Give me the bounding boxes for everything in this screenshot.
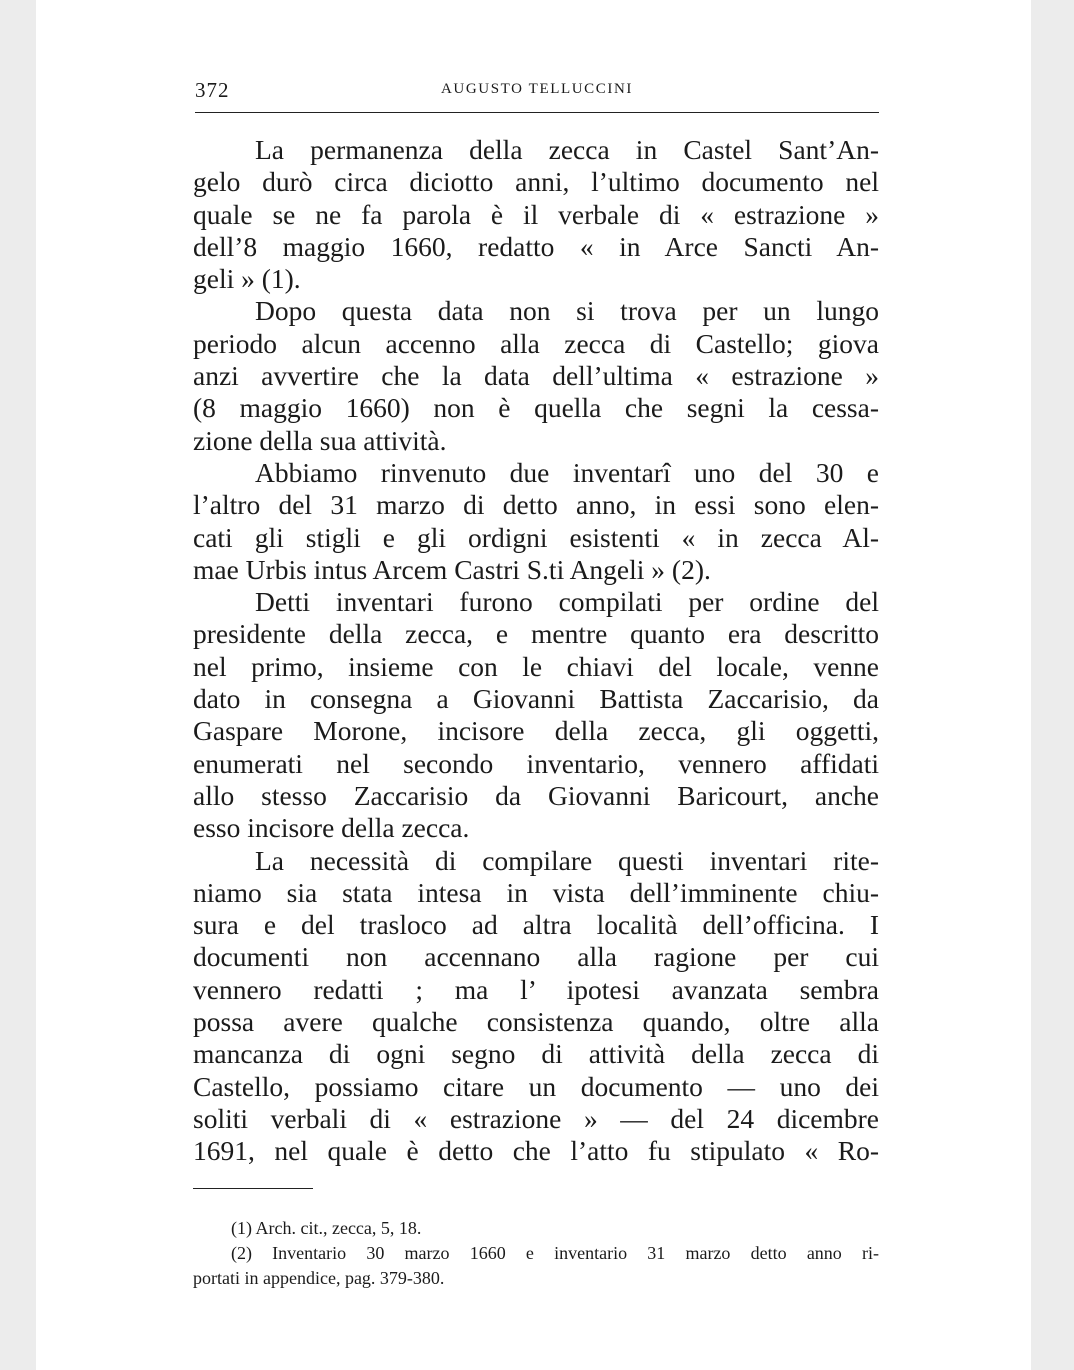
text-line: gelo durò circa diciotto anni, l’ultimo documento nel bbox=[193, 166, 879, 198]
text-line: esso incisore della zecca. bbox=[193, 812, 470, 844]
footnote-2-continuation: portati in appendice, pag. 379-380. bbox=[193, 1268, 445, 1288]
body-text bbox=[193, 134, 879, 1168]
footnote-2: (2) Inventario 30 marzo 1660 e inventario 31 marzo detto anno ri- bbox=[231, 1243, 879, 1263]
text-line: enumerati nel secondo inventario, vennero affidati bbox=[193, 747, 879, 779]
text-line: sura e del trasloco ad altra località dell’officina. I bbox=[193, 909, 879, 941]
text-line: 1691, nel quale è detto che l’atto fu stipulato « Ro- bbox=[193, 1135, 879, 1167]
text-line: l’altro del 31 marzo di detto anno, in essi sono elen- bbox=[193, 489, 879, 521]
text-line: geli » (1). bbox=[193, 263, 301, 295]
text-line: documenti non accennano alla ragione per cui bbox=[193, 941, 879, 973]
text-line: La permanenza della zecca in Castel Sant’An- bbox=[255, 134, 879, 165]
text-line: La necessità di compilare questi inventari rite- bbox=[255, 844, 879, 876]
running-head: AUGUSTO TELLUCCINI bbox=[441, 81, 633, 97]
text-line: mae Urbis intus Arcem Castri S.ti Angeli » (2). bbox=[193, 553, 711, 585]
text-line: vennero redatti ; ma l’ ipotesi avanzata sembra bbox=[193, 973, 879, 1005]
text-line: Detti inventari furono compilati per ordine del bbox=[255, 586, 879, 618]
text-line: Castello, possiamo citare un documento — uno dei bbox=[193, 1070, 879, 1102]
text-line: anzi avvertire che la data dell’ultima « estrazione » bbox=[193, 360, 879, 392]
footnotes bbox=[193, 1216, 879, 1291]
text-line: Dopo questa data non si trova per un lungo bbox=[255, 295, 879, 327]
text-line: Abbiamo rinvenuto due inventarî uno del 30 e bbox=[255, 456, 879, 488]
footnote-rule bbox=[193, 1188, 313, 1189]
text-line: dato in consegna a Giovanni Battista Zaccarisio, da bbox=[193, 683, 879, 715]
text-line: possa avere qualche consistenza quando, oltre alla bbox=[193, 1006, 879, 1038]
text-line: niamo sia stata intesa in vista dell’imminente chiu- bbox=[193, 876, 879, 908]
text-line: quale se ne fa parola è il verbale di « estrazione » bbox=[193, 198, 879, 230]
text-line: periodo alcun accenno alla zecca di Castello; giova bbox=[193, 327, 879, 359]
text-line: zione della sua attività. bbox=[193, 424, 447, 456]
page-header bbox=[195, 78, 879, 113]
text-line: dell’8 maggio 1660, redatto « in Arce Sancti An- bbox=[193, 230, 879, 262]
text-line: mancanza di ogni segno di attività della zecca di bbox=[193, 1038, 879, 1070]
text-line: presidente della zecca, e mentre quanto era descritto bbox=[193, 618, 879, 650]
footnote-1: (1) Arch. cit., zecca, 5, 18. bbox=[231, 1218, 422, 1238]
text-line: Gaspare Morone, incisore della zecca, gli oggetti, bbox=[193, 715, 879, 747]
text-line: soliti verbali di « estrazione » — del 24 dicembre bbox=[193, 1102, 879, 1134]
text-line: (8 maggio 1660) non è quella che segni la cessa- bbox=[193, 392, 879, 424]
text-line: allo stesso Zaccarisio da Giovanni Baricourt, anche bbox=[193, 779, 879, 811]
text-line: cati gli stigli e gli ordigni esistenti « in zecca Al- bbox=[193, 521, 879, 553]
text-line: nel primo, insieme con le chiavi del locale, venne bbox=[193, 650, 879, 682]
page-number: 372 bbox=[195, 78, 230, 102]
